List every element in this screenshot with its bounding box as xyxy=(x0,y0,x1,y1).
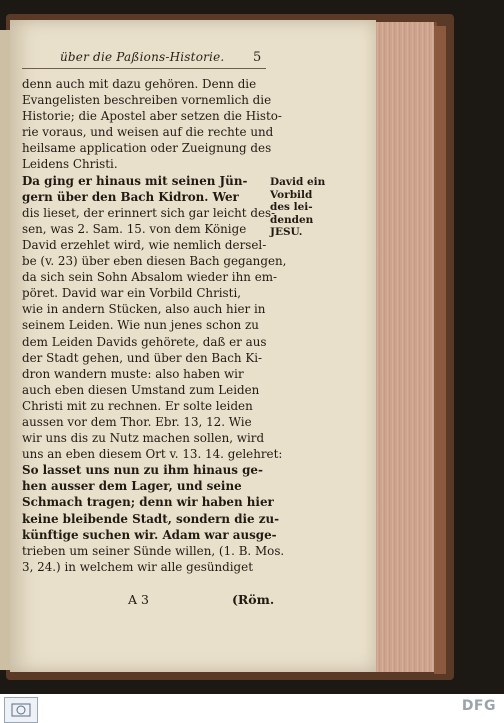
library-seal-icon[interactable] xyxy=(4,697,38,723)
text-line: be (v. 23) über eben diesen Bach gegangen, xyxy=(22,254,287,269)
margin-note-line: denden xyxy=(270,213,314,226)
text-line: da sich sein Sohn Absalom wieder ihn em- xyxy=(22,270,278,285)
margin-note xyxy=(270,176,328,239)
text-line: Historie; die Apostel aber setzen die Histo- xyxy=(22,109,282,124)
text-line: heilsame application oder Zueignung des xyxy=(22,141,272,156)
viewer-footer-bar xyxy=(0,694,504,723)
text-line: auch eben diesen Umstand zum Leiden xyxy=(22,382,260,397)
margin-note-line: David ein xyxy=(270,176,326,188)
text-line: wir uns dis zu Nutz machen sollen, wird xyxy=(22,431,265,446)
text-line: hen ausser dem Lager, und seine xyxy=(22,479,242,494)
text-line: trieben um seiner Sünde willen, (1. B. Mos. xyxy=(22,543,285,558)
text-line: denn auch mit dazu gehören. Denn die xyxy=(22,77,257,91)
text-line: künftige suchen wir. Adam war ausge- xyxy=(22,527,277,542)
library-seal-graphic xyxy=(10,701,32,719)
header-rule xyxy=(22,68,266,69)
text-line: Da ging er hinaus mit seinen Jün- xyxy=(22,173,248,188)
text-line: rie voraus, und weisen auf die rechte und xyxy=(22,125,274,140)
cover-edge xyxy=(434,26,446,674)
text-line: wie in andern Stücken, also auch hier in xyxy=(22,302,266,317)
text-line: der Stadt gehen, und über den Bach Ki- xyxy=(22,350,263,365)
margin-note-line: Vorbild xyxy=(270,188,313,201)
text-line: So lasset uns nun zu ihm hinaus ge- xyxy=(22,463,263,478)
text-line: dis lieset, der erinnert sich gar leicht des- xyxy=(22,205,276,220)
text-line: Leidens Christi. xyxy=(22,157,118,172)
text-line: 3, 24.) in welchem wir alle gesündiget xyxy=(22,559,253,574)
text-line: Christi mit zu rechnen. Er solte leiden xyxy=(22,398,253,413)
catchword: (Röm. xyxy=(232,592,275,607)
text-line: Evangelisten beschreiben vornemlich die xyxy=(22,93,272,108)
margin-note-line: JESU. xyxy=(270,226,303,238)
dfg-logo[interactable]: DFG xyxy=(461,698,496,714)
text-line: Schmach tragen; denn wir haben hier xyxy=(22,495,274,510)
text-line: sen, was 2. Sam. 15. von dem Könige xyxy=(22,221,247,236)
text-line: keine bleibende Stadt, sondern die zu- xyxy=(22,511,280,526)
text-line: gern über den Bach Kidron. Wer xyxy=(22,189,239,204)
running-head: über die Paßions-Historie. xyxy=(60,50,225,64)
margin-note-line: des lei- xyxy=(270,201,313,213)
signature-mark: A 3 xyxy=(128,592,149,607)
text-line: aussen vor dem Thor. Ebr. 13, 12. Wie xyxy=(22,414,252,429)
text-line: dron wandern muste: also haben wir xyxy=(22,366,244,381)
text-line: uns an eben diesem Ort v. 13. 14. gelehret: xyxy=(22,447,283,462)
text-line: pöret. David war ein Vorbild Christi, xyxy=(22,286,242,301)
text-line: David erzehlet wird, wie nemlich dersel- xyxy=(22,237,267,252)
page-edges xyxy=(376,22,437,672)
text-line: seinem Leiden. Wie nun jenes schon zu xyxy=(22,318,259,333)
text-line: dem Leiden Davids gehörete, daß er aus xyxy=(22,334,267,349)
page-number: 5 xyxy=(253,50,262,65)
